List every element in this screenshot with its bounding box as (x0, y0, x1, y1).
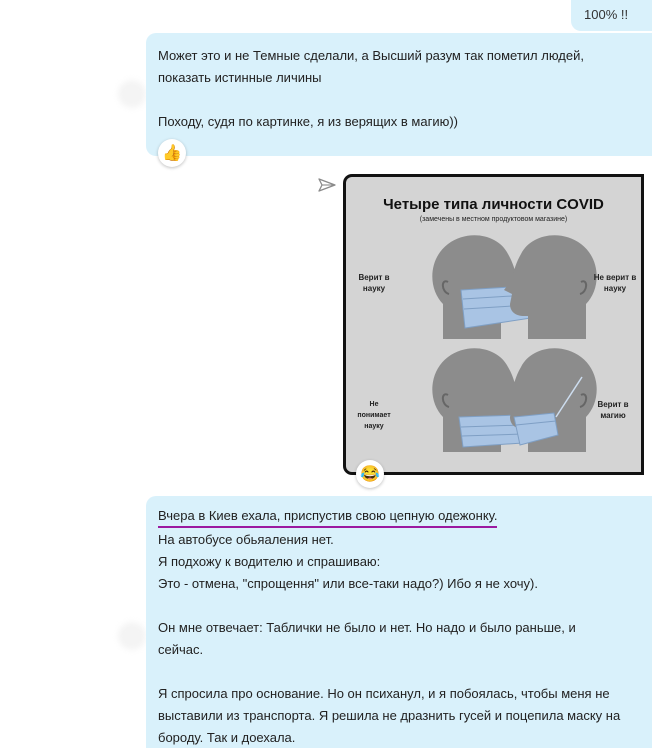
laugh-reaction[interactable] (356, 460, 384, 488)
covid-personality-image (346, 177, 641, 472)
label-believes-magic: Верит в магию (597, 400, 629, 420)
message-line: сейчас. (158, 642, 204, 657)
label-not-believes-science: Не верит в науку (593, 273, 637, 293)
message-line: показать истинные личины (158, 70, 322, 85)
message-line: Он мне отвечает: Таблички не было и нет. Но надо и было раньше, и (158, 620, 576, 635)
head-not-believes-science (504, 235, 597, 339)
message-bubble-1[interactable] (146, 33, 652, 156)
message-bubble-3[interactable] (146, 496, 652, 748)
message-line: Я спросила про основание. Но он психанул, и я побоялась, чтобы меня не (158, 686, 610, 701)
image-attachment[interactable] (343, 174, 644, 475)
label-not-understand-science: Не понимает науку (357, 401, 391, 430)
message-line: На автобусе обьяаления нет. (158, 532, 334, 547)
message-line: бороду. Так и доехала. (158, 730, 296, 745)
message-line: Может это и не Темные сделали, а Высший разум так пометил людей, (158, 48, 584, 63)
message-line: Это - отмена, "спрощення" или все-таки надо?) Ибо я не хочу). (158, 576, 539, 591)
message-text: 100% !! (584, 7, 629, 22)
thumbs-up-icon: 👍 (162, 145, 182, 162)
avatar (118, 622, 146, 650)
message-line: Я подхожу к водителю и спрашиваю: (158, 554, 381, 569)
message-line: Походу, судя по картинке, я из верящих в магию)) (158, 114, 459, 129)
head-believes-magic (504, 348, 597, 452)
label-believes-science: Верит в науку (358, 273, 390, 293)
image-subtitle: (замечены в местном продуктовом магазине) (419, 216, 568, 223)
message-line: выставили из транспорта. Я решила не дразнить гусей и поцепила маску на (158, 708, 621, 723)
avatar (118, 80, 146, 108)
highlighted-text: Вчера в Киев ехала, приспустив свою цепную одежонку. (158, 507, 497, 528)
laughing-emoji-icon: 😂 (360, 466, 380, 483)
message-bubble-top[interactable] (571, 0, 652, 31)
thumbs-up-reaction[interactable] (158, 139, 186, 167)
image-title: Четыре типа личности COVID (383, 196, 604, 213)
send-icon[interactable] (318, 178, 336, 192)
